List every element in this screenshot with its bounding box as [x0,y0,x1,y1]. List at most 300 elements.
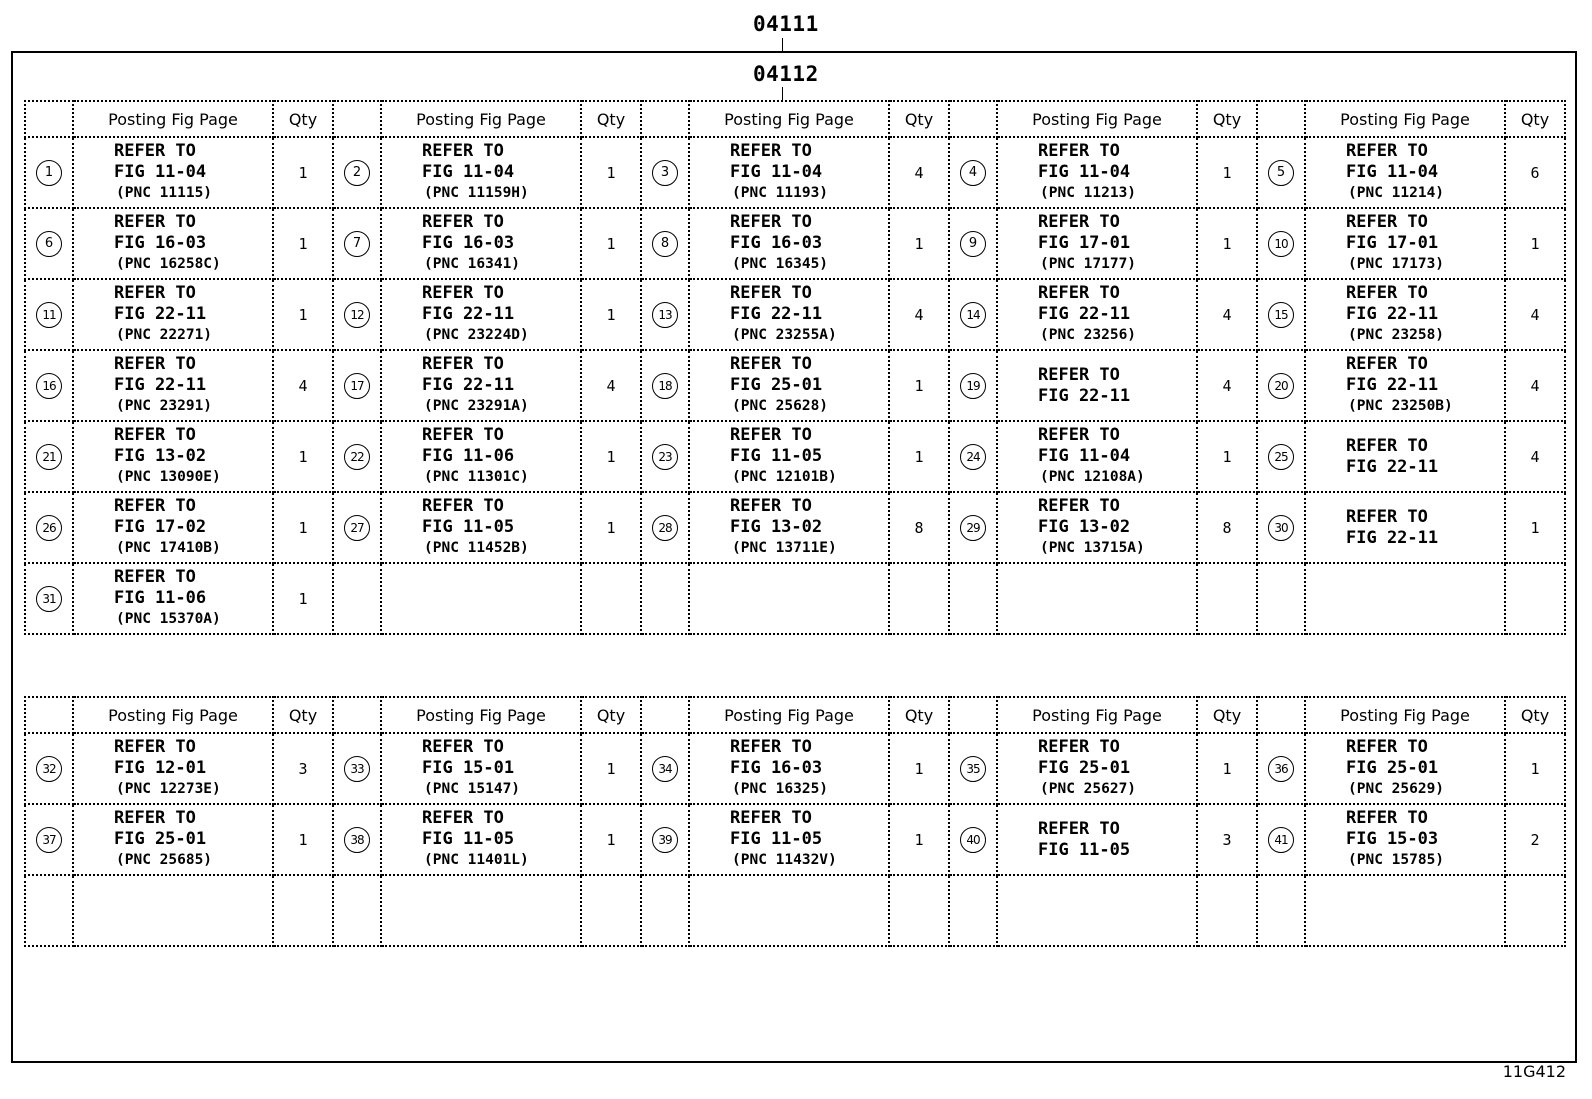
fig-ref: FIG 22-11 [114,375,207,395]
pnc-ref: (PNC 23258) [1348,327,1445,343]
header-num-cell [25,697,73,733]
item-number-cell [1257,492,1305,563]
leader-line-04111 [782,38,783,51]
qty-cell: 1 [273,492,333,563]
table-row [25,137,1565,208]
item-number: 4 [960,160,986,186]
header-posting-fig-page: Posting Fig Page [997,101,1197,137]
fig-ref: FIG 13-02 [1038,517,1131,537]
posting-cell [381,279,581,350]
pnc-ref: (PNC 11193) [732,185,829,201]
refer-to-text: REFER TO [114,808,196,828]
fig-ref: FIG 13-02 [114,446,207,466]
qty-cell: 4 [1197,279,1257,350]
item-number-cell [949,137,997,208]
posting-cell [73,804,273,875]
header-posting-fig-page: Posting Fig Page [997,697,1197,733]
posting-cell [73,208,273,279]
posting-cell [997,875,1197,946]
qty-cell: 1 [581,421,641,492]
refer-to-text: REFER TO [1346,141,1428,161]
header-posting-fig-page: Posting Fig Page [689,101,889,137]
item-number-cell [333,279,381,350]
pnc-ref: (PNC 23256) [1040,327,1137,343]
fig-ref: FIG 17-02 [114,517,207,537]
posting-cell [689,733,889,804]
posting-text [998,425,1196,488]
fig-ref: FIG 11-06 [422,446,515,466]
item-number: 2 [344,160,370,186]
posting-cell [381,804,581,875]
item-number-cell [641,733,689,804]
fig-ref: FIG 22-11 [1038,304,1131,324]
pnc-ref: (PNC 12101B) [732,469,837,485]
table-row [25,804,1565,875]
item-number: 38 [344,827,370,853]
item-number-cell [641,350,689,421]
posting-text [74,283,272,346]
header-posting-fig-page: Posting Fig Page [381,101,581,137]
item-number-cell [1257,279,1305,350]
pnc-ref: (PNC 22271) [116,327,213,343]
table-row [25,563,1565,634]
posting-cell [381,421,581,492]
refer-to-text: REFER TO [1346,354,1428,374]
item-number-cell [949,421,997,492]
header-posting-fig-page: Posting Fig Page [381,697,581,733]
posting-cell [997,804,1197,875]
pnc-ref: (PNC 25629) [1348,781,1445,797]
posting-cell [1305,279,1505,350]
qty-cell: 1 [1197,733,1257,804]
header-num-cell [25,101,73,137]
pnc-ref: (PNC 25627) [1040,781,1137,797]
item-number: 13 [652,302,678,328]
fig-ref: FIG 11-04 [1038,162,1131,182]
qty-cell: 1 [581,208,641,279]
qty-cell: 1 [581,492,641,563]
refer-to-text: REFER TO [730,808,812,828]
posting-cell [997,421,1197,492]
pnc-ref: (PNC 23291) [116,398,213,414]
pnc-ref: (PNC 16258C) [116,256,221,272]
fig-ref: FIG 25-01 [1038,758,1131,778]
qty-cell: 6 [1505,137,1565,208]
posting-cell [73,279,273,350]
item-number-cell [949,875,997,946]
qty-cell: 3 [1197,804,1257,875]
fig-ref: FIG 11-04 [114,162,207,182]
item-number: 20 [1268,373,1294,399]
refer-to-text: REFER TO [422,808,504,828]
posting-cell [1305,492,1505,563]
refer-to-text: REFER TO [1038,737,1120,757]
qty-cell [581,563,641,634]
posting-text [690,808,888,871]
refer-to-text: REFER TO [1346,506,1428,527]
refer-to-text: REFER TO [730,496,812,516]
posting-cell [73,733,273,804]
posting-text [382,425,580,488]
posting-cell [1305,563,1505,634]
qty-cell: 4 [273,350,333,421]
item-number: 24 [960,444,986,470]
fig-ref: FIG 16-03 [730,233,823,253]
posting-cell [689,208,889,279]
item-number-cell [333,350,381,421]
qty-cell: 1 [889,421,949,492]
qty-cell: 1 [889,733,949,804]
header-qty: Qty [1505,101,1565,137]
refer-to-text: REFER TO [1038,141,1120,161]
qty-cell: 8 [889,492,949,563]
qty-cell: 1 [273,137,333,208]
item-number-cell [25,350,73,421]
fig-ref: FIG 25-01 [730,375,823,395]
item-number: 14 [960,302,986,328]
refer-to-text: REFER TO [730,354,812,374]
fig-ref: FIG 16-03 [114,233,207,253]
qty-cell: 1 [273,279,333,350]
fig-ref: FIG 16-03 [730,758,823,778]
header-num-cell [333,101,381,137]
posting-cell [689,804,889,875]
fig-ref: FIG 13-02 [730,517,823,537]
item-number-cell [25,137,73,208]
refer-to-text: REFER TO [114,425,196,445]
refer-to-text: REFER TO [114,567,196,587]
pnc-ref: (PNC 15785) [1348,852,1445,868]
item-number: 7 [344,231,370,257]
refer-to-text: REFER TO [1346,435,1428,456]
posting-cell [381,563,581,634]
posting-cell [1305,804,1505,875]
qty-cell [889,563,949,634]
item-number-cell [333,563,381,634]
pnc-ref: (PNC 25628) [732,398,829,414]
table-row [25,492,1565,563]
refer-to-text: REFER TO [422,737,504,757]
fig-ref: FIG 22-11 [1346,527,1439,548]
fig-ref: FIG 15-01 [422,758,515,778]
qty-cell [1197,875,1257,946]
pnc-ref: (PNC 17173) [1348,256,1445,272]
item-number: 37 [36,827,62,853]
posting-text [382,496,580,559]
item-number-cell [949,350,997,421]
refer-to-text: REFER TO [422,496,504,516]
item-number-cell [25,421,73,492]
pnc-ref: (PNC 11301C) [424,469,529,485]
posting-cell [689,492,889,563]
qty-cell [581,875,641,946]
fig-ref: FIG 11-05 [730,446,823,466]
posting-cell [997,279,1197,350]
item-number-cell [25,279,73,350]
item-number: 27 [344,515,370,541]
item-number: 41 [1268,827,1294,853]
posting-text [74,496,272,559]
qty-cell: 1 [581,733,641,804]
refer-to-text: REFER TO [730,141,812,161]
qty-cell: 4 [1197,350,1257,421]
posting-text [1306,212,1504,275]
label-04112: 04112 [753,62,819,86]
fig-ref: FIG 22-11 [1038,385,1131,406]
item-number: 23 [652,444,678,470]
posting-text [1306,436,1504,478]
qty-cell: 4 [1505,350,1565,421]
item-number-cell [333,208,381,279]
posting-text [74,567,272,630]
header-num-cell [333,697,381,733]
fig-ref: FIG 22-11 [1346,375,1439,395]
refer-to-text: REFER TO [1346,212,1428,232]
posting-cell [381,492,581,563]
posting-text [690,737,888,800]
posting-text [998,496,1196,559]
qty-cell: 1 [889,208,949,279]
qty-cell: 1 [581,804,641,875]
posting-text [382,354,580,417]
item-number-cell [1257,208,1305,279]
item-number-cell [333,804,381,875]
fig-ref: FIG 17-01 [1038,233,1131,253]
posting-cell [997,208,1197,279]
posting-text [1306,808,1504,871]
table-row [25,279,1565,350]
item-number-cell [641,279,689,350]
refer-to-text: REFER TO [422,283,504,303]
item-number-cell [1257,137,1305,208]
item-number-cell [25,804,73,875]
item-number-cell [641,421,689,492]
item-number-cell [949,563,997,634]
item-number: 17 [344,373,370,399]
item-number-cell [949,208,997,279]
posting-cell [1305,733,1505,804]
pnc-ref: (PNC 15147) [424,781,521,797]
pnc-ref: (PNC 25685) [116,852,213,868]
posting-text [998,819,1196,861]
posting-cell [689,421,889,492]
fig-ref: FIG 25-01 [114,829,207,849]
refer-to-text: REFER TO [1346,283,1428,303]
pnc-ref: (PNC 13711E) [732,540,837,556]
qty-cell: 4 [581,350,641,421]
refer-to-text: REFER TO [1038,283,1120,303]
posting-cell [689,875,889,946]
item-number-cell [333,875,381,946]
posting-cell [73,421,273,492]
table-row [25,208,1565,279]
refer-to-text: REFER TO [1038,818,1120,839]
posting-cell [689,279,889,350]
posting-cell [73,350,273,421]
header-qty: Qty [581,697,641,733]
table-row [25,350,1565,421]
pnc-ref: (PNC 11432V) [732,852,837,868]
item-number: 40 [960,827,986,853]
qty-cell: 1 [1197,137,1257,208]
item-number-cell [641,804,689,875]
posting-text [690,354,888,417]
fig-ref: FIG 22-11 [422,375,515,395]
qty-cell [1505,875,1565,946]
refer-to-text: REFER TO [1038,425,1120,445]
item-number-cell [641,563,689,634]
header-num-cell [949,697,997,733]
header-posting-fig-page: Posting Fig Page [1305,697,1505,733]
item-number: 31 [36,586,62,612]
pnc-ref: (PNC 13090E) [116,469,221,485]
posting-cell [689,350,889,421]
fig-ref: FIG 11-05 [730,829,823,849]
posting-text [382,141,580,204]
item-number: 26 [36,515,62,541]
pnc-ref: (PNC 11401L) [424,852,529,868]
header-posting-fig-page: Posting Fig Page [73,101,273,137]
item-number-cell [641,492,689,563]
item-number: 28 [652,515,678,541]
qty-cell: 1 [1505,492,1565,563]
table-header-row [25,101,1565,137]
refer-to-text: REFER TO [730,737,812,757]
posting-cell [73,563,273,634]
item-number-cell [949,733,997,804]
fig-ref: FIG 11-05 [422,829,515,849]
header-num-cell [1257,697,1305,733]
refer-to-text: REFER TO [1038,212,1120,232]
header-qty: Qty [889,697,949,733]
item-number-cell [1257,875,1305,946]
posting-text [998,141,1196,204]
qty-cell: 1 [889,350,949,421]
qty-cell: 1 [889,804,949,875]
refer-to-text: REFER TO [114,496,196,516]
refer-to-text: REFER TO [422,354,504,374]
qty-cell: 1 [1197,208,1257,279]
qty-cell: 8 [1197,492,1257,563]
posting-cell [73,137,273,208]
posting-cell [997,733,1197,804]
posting-text [74,212,272,275]
posting-text [690,496,888,559]
fig-ref: FIG 16-03 [422,233,515,253]
pnc-ref: (PNC 16341) [424,256,521,272]
item-number-cell [1257,421,1305,492]
refer-to-text: REFER TO [1346,737,1428,757]
fig-ref: FIG 22-11 [1346,304,1439,324]
qty-cell [1505,563,1565,634]
posting-cell [997,137,1197,208]
refer-to-text: REFER TO [1346,808,1428,828]
fig-ref: FIG 22-11 [422,304,515,324]
posting-text [74,141,272,204]
item-number-cell [641,875,689,946]
item-number-cell [25,733,73,804]
header-num-cell [1257,101,1305,137]
pnc-ref: (PNC 11213) [1040,185,1137,201]
qty-cell: 1 [581,279,641,350]
pnc-ref: (PNC 23224D) [424,327,529,343]
item-number-cell [949,804,997,875]
posting-cell [1305,875,1505,946]
fig-ref: FIG 17-01 [1346,233,1439,253]
posting-text [1306,141,1504,204]
item-number: 6 [36,231,62,257]
pnc-ref: (PNC 15370A) [116,611,221,627]
item-number-cell [1257,804,1305,875]
item-number: 11 [36,302,62,328]
posting-cell [1305,350,1505,421]
item-number: 15 [1268,302,1294,328]
qty-cell: 1 [581,137,641,208]
table-row [25,875,1565,946]
item-number-cell [1257,350,1305,421]
item-number-cell [949,492,997,563]
header-qty: Qty [581,101,641,137]
posting-text [690,141,888,204]
fig-ref: FIG 11-04 [1038,446,1131,466]
posting-text [382,212,580,275]
item-number: 22 [344,444,370,470]
qty-cell: 3 [273,733,333,804]
item-number-cell [25,563,73,634]
item-number: 33 [344,756,370,782]
posting-cell [1305,208,1505,279]
qty-cell: 1 [1505,208,1565,279]
refer-to-text: REFER TO [114,283,196,303]
qty-cell [1197,563,1257,634]
header-qty: Qty [1197,101,1257,137]
item-number: 19 [960,373,986,399]
parts-table-2 [24,696,1566,947]
item-number-cell [641,208,689,279]
fig-ref: FIG 25-01 [1346,758,1439,778]
header-num-cell [641,101,689,137]
label-04111: 04111 [753,12,819,36]
posting-cell [73,492,273,563]
posting-cell [381,137,581,208]
item-number-cell [333,733,381,804]
header-qty: Qty [1505,697,1565,733]
refer-to-text: REFER TO [114,737,196,757]
posting-cell [997,563,1197,634]
posting-text [382,283,580,346]
item-number-cell [25,208,73,279]
item-number-cell [333,492,381,563]
fig-ref: FIG 11-04 [1346,162,1439,182]
pnc-ref: (PNC 16325) [732,781,829,797]
fig-ref: FIG 22-11 [1346,456,1439,477]
pnc-ref: (PNC 13715A) [1040,540,1145,556]
item-number: 21 [36,444,62,470]
pnc-ref: (PNC 17410B) [116,540,221,556]
posting-cell [381,208,581,279]
refer-to-text: REFER TO [114,141,196,161]
posting-text [74,737,272,800]
qty-cell [889,875,949,946]
header-num-cell [949,101,997,137]
header-qty: Qty [889,101,949,137]
item-number: 25 [1268,444,1294,470]
posting-text [74,808,272,871]
item-number: 1 [36,160,62,186]
posting-text [74,354,272,417]
item-number: 36 [1268,756,1294,782]
header-posting-fig-page: Posting Fig Page [1305,101,1505,137]
